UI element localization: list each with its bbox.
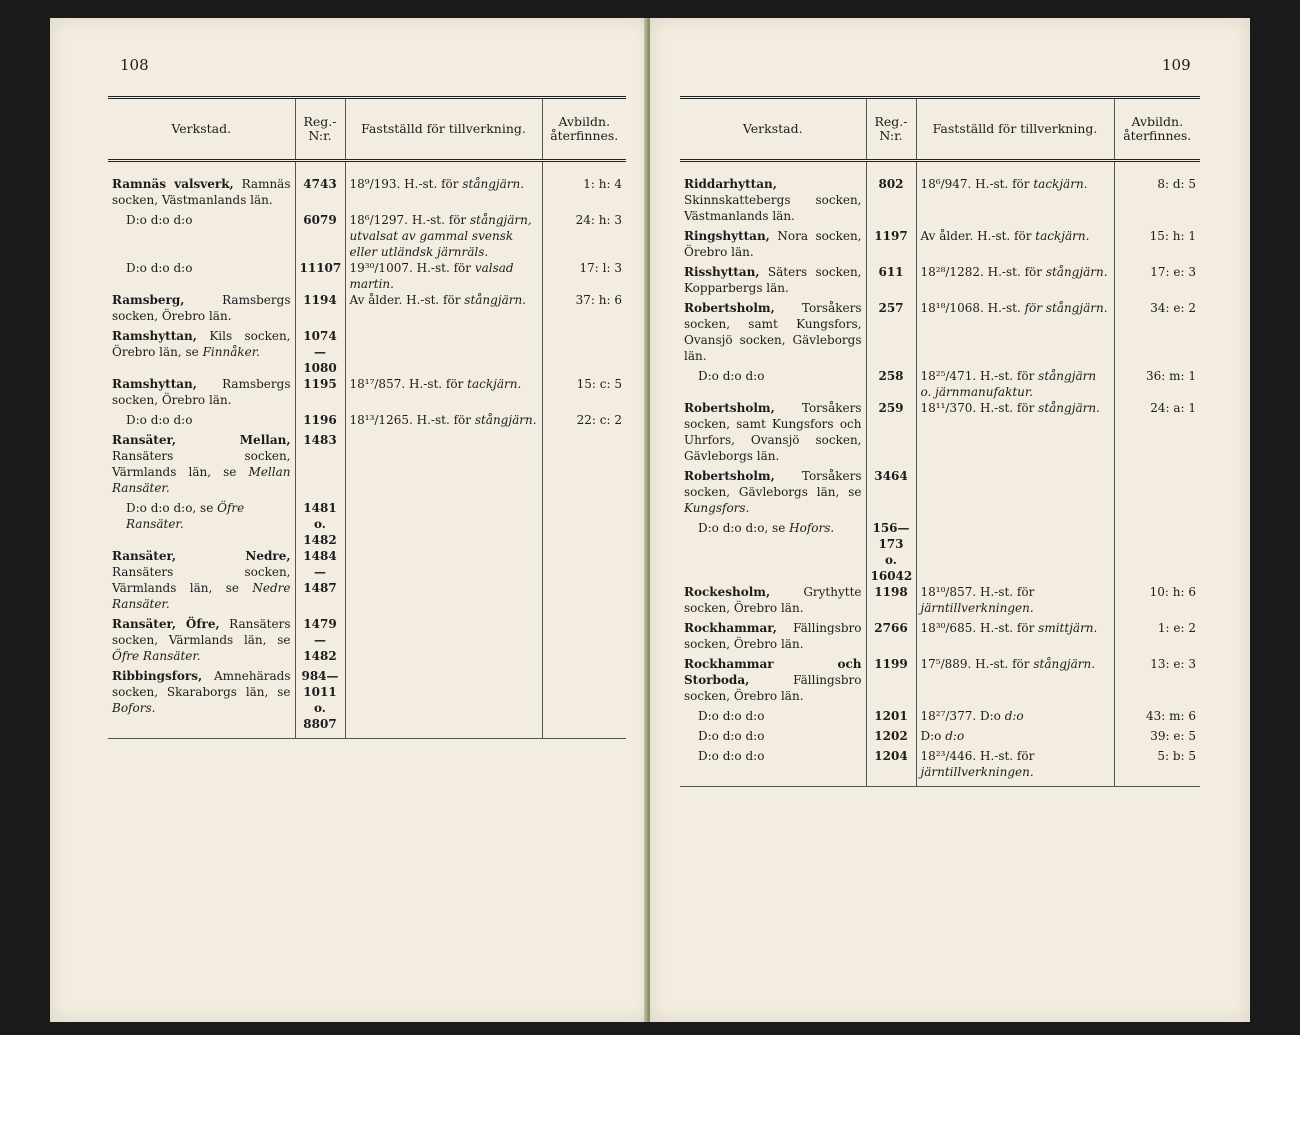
workshop-cell [108,260,295,292]
col-header-workshop: Verkstad. [108,98,295,161]
workshop-name: Ransäter, Nedre, [112,549,291,563]
reg-number: 1484— 1487 [295,548,345,616]
workshop-cell [108,292,295,328]
stamp-cell [916,400,1114,468]
table-row [108,616,626,668]
stamp-purpose: H.-st. för [979,369,1035,383]
figure-ref: 43: m: 6 [1114,708,1200,728]
workshop-name: Ribbingsfors, [112,669,203,683]
stamp-date: 18²³/446. [920,749,977,763]
workshop-location: Kils socken, Örebro län, se [112,329,291,359]
table-body-left [108,161,626,739]
workshop-cell [680,584,866,620]
figure-ref [542,328,626,376]
stamp-date: 18¹⁷/857. [349,377,406,391]
stamp-product: d:o [945,729,965,743]
reg-number: 1479— 1482 [295,616,345,668]
workshop-name: Ramshyttan, [112,329,197,343]
reg-number: 11107 [295,260,345,292]
workshop-location: Ramnäs socken, Västmanlands län. [112,177,291,207]
workshop-reference: Bofors. [112,701,156,715]
figure-ref [1114,468,1200,520]
reg-number: 1204 [866,748,916,787]
table-row [680,264,1200,300]
figure-ref: 24: h: 3 [542,212,626,260]
stamp-cell [345,376,542,412]
reg-number: 3464 [866,468,916,520]
stamp-purpose: H.-st. [987,301,1021,315]
workshop-name: Ramshyttan, [112,377,197,391]
workshop-cell [108,548,295,616]
stamp-cell [916,584,1114,620]
stamp-cell [345,292,542,328]
workshop-name: Robertsholm, [684,401,775,415]
stamp-date: 19³⁰/1007. [349,261,413,275]
stamp-purpose: H.-st. för [406,293,461,307]
workshop-location: Torsåkers socken, samt Kungsfors och Uhrfors, Ovansjö socken, Gävleborgs län. [684,401,862,463]
stamp-purpose: H.-st. för [411,213,467,227]
col-header-figure: Avbildn. återfinnes. [1114,98,1200,161]
stamp-product: stångjärn. [474,413,537,427]
stamp-cell [916,708,1114,728]
col-header-stamp: Fastställd för tillverkning. [345,98,542,161]
stamp-purpose: H.-st. för [977,229,1032,243]
stamp-date: 18¹³/1265. [349,413,413,427]
table-row [108,500,626,548]
workshop-location: D:o d:o d:o [698,709,765,723]
table-row [680,400,1200,468]
col-header-reg: Reg.- N:r. [866,98,916,161]
reg-number: 2766 [866,620,916,656]
workshop-cell [680,656,866,708]
table-row [108,668,626,739]
stamp-cell [916,228,1114,264]
reg-number: 1194 [295,292,345,328]
figure-ref [542,500,626,548]
figure-ref [542,432,626,500]
stamp-purpose: H.-st. för [979,749,1035,763]
stamp-purpose: H.-st. för [416,261,471,275]
table-row [680,368,1200,400]
figure-ref: 37: h: 6 [542,292,626,328]
stamp-purpose: H.-st. för [416,413,471,427]
reg-number: 259 [866,400,916,468]
reg-number: 1196 [295,412,345,432]
reg-number: 1074— 1080 [295,328,345,376]
workshop-location: Fällingsbro socken, Örebro län. [684,621,862,651]
stamp-cell [345,432,542,500]
stamp-date: 18⁹/193. [349,177,401,191]
workshop-reference: Öfre Ransäter. [112,649,201,663]
stamp-purpose: H.-st. för [979,621,1035,635]
reg-number: 984— 1011 o. 8807 [295,668,345,739]
table-row [108,292,626,328]
workshop-reference: Nedre Ransäter. [112,581,291,611]
stamp-cell [345,668,542,739]
workshop-cell [680,708,866,728]
workshop-location: Ransäters socken, Värmlands län, se [112,565,291,595]
workshop-location: D:o d:o d:o [126,213,193,227]
table-body-right [680,161,1200,787]
stamp-cell [916,728,1114,748]
workshop-reference: Finnåker. [202,345,260,359]
workshop-name: Ransäter, Öfre, [112,617,220,631]
figure-ref: 34: e: 2 [1114,300,1200,368]
reg-number: 1481 o. 1482 [295,500,345,548]
workshop-location: D:o d:o d:o [698,749,765,763]
workshop-cell [108,328,295,376]
workshop-cell [680,161,866,229]
table-row [680,468,1200,520]
workshop-reference: Kungsfors. [684,501,750,515]
workshop-name: Robertsholm, [684,301,775,315]
workshop-name: Rockhammar, [684,621,777,635]
reg-number: 257 [866,300,916,368]
stamp-cell [916,748,1114,787]
stamp-product: smittjärn. [1038,621,1098,635]
table-row [108,376,626,412]
workshop-location: Säters socken, Kopparbergs län. [684,265,862,295]
stamp-cell [916,468,1114,520]
stamp-cell [916,161,1114,229]
table-row [108,432,626,500]
stamp-cell [916,300,1114,368]
figure-ref: 15: c: 5 [542,376,626,412]
reg-number: 1195 [295,376,345,412]
stamp-cell [345,412,542,432]
table-row [108,328,626,376]
stamp-cell [916,520,1114,584]
stamp-cell [345,260,542,292]
workshop-name: Ramsberg, [112,293,185,307]
stamp-date: D:o [920,729,942,743]
figure-ref [542,548,626,616]
stamp-product: stångjärn o. järnmanufaktur. [920,369,1097,399]
workshop-reference: Mellan Ransäter. [112,465,291,495]
workshop-cell [108,412,295,432]
workshop-cell [680,468,866,520]
figure-ref: 22: c: 2 [542,412,626,432]
workshop-cell [680,748,866,787]
stamp-date: 18¹¹/370. [920,401,977,415]
stamp-product: stångjärn. [1038,401,1100,415]
figure-ref: 36: m: 1 [1114,368,1200,400]
stamp-purpose: H.-st. för [987,265,1042,279]
stamp-cell [345,548,542,616]
reg-number: 6079 [295,212,345,260]
workshop-location: Amnehärads socken, Skaraborgs län, se [112,669,291,699]
workshop-cell [680,368,866,400]
figure-ref: 13: e: 3 [1114,656,1200,708]
figure-ref: 10: h: 6 [1114,584,1200,620]
workshop-name: Risshyttan, [684,265,760,279]
stamp-product: d:o [1004,709,1024,723]
stamp-product: för stångjärn. [1024,301,1108,315]
stamp-product: stångjärn. [1033,657,1096,671]
workshop-location: Torsåkers socken, Gävleborgs län, se [684,469,862,499]
workshop-cell [108,500,295,548]
table-row [108,412,626,432]
reg-number: 1197 [866,228,916,264]
workshop-location: Torsåkers socken, samt Kungsfors, Ovansjö socken, Gävleborgs län. [684,301,862,363]
table-header-row [680,98,1200,161]
table-row [108,212,626,260]
table-row [680,620,1200,656]
reg-number: 611 [866,264,916,300]
stamp-purpose: H.-st. för [404,177,459,191]
workshop-cell [680,620,866,656]
workshop-cell [680,400,866,468]
left-page [50,18,650,1022]
stamp-cell [345,328,542,376]
stamp-product: tackjärn. [1033,177,1088,191]
stamp-product: stångjärn, utvalsat av gammal svensk eller utländsk järnräls. [349,213,532,259]
workshop-location: Ransäters socken, Värmlands län, se [112,617,291,647]
workshop-location: D:o d:o d:o, se [698,521,786,535]
table-row [680,584,1200,620]
workshop-location: D:o d:o d:o [126,261,193,275]
workshop-reference: Hofors. [789,521,835,535]
workshop-location: D:o d:o d:o [698,729,765,743]
workshop-cell [108,668,295,739]
stamp-purpose: H.-st. för [975,657,1030,671]
workshop-cell [680,520,866,584]
figure-ref: 1: e: 2 [1114,620,1200,656]
table-header-row [108,98,626,161]
workshop-location: D:o d:o d:o [698,369,765,383]
stamp-date: 18¹⁸/1068. [920,301,984,315]
workshop-location: D:o d:o d:o [126,413,193,427]
figure-ref: 39: e: 5 [1114,728,1200,748]
stamp-purpose: H.-st. för [408,377,464,391]
figure-ref: 17: l: 3 [542,260,626,292]
stamp-cell [916,620,1114,656]
figure-ref: 17: e: 3 [1114,264,1200,300]
workshop-name: Ramnäs valsverk, [112,177,234,191]
figure-ref [542,668,626,739]
reg-number: 258 [866,368,916,400]
stamp-date: Av ålder. [920,229,974,243]
workshop-name: Robertsholm, [684,469,775,483]
workshop-location: Nora socken, Örebro län. [684,229,862,259]
page-number-right: 109 [1162,56,1191,74]
workshop-name: Rockhammar och Storboda, [684,657,862,687]
reg-number: 802 [866,161,916,229]
stamp-purpose: H.-st. för [979,585,1035,599]
reg-number: 1202 [866,728,916,748]
table-row [680,728,1200,748]
col-header-figure: Avbildn. återfinnes. [542,98,626,161]
stamp-cell [916,656,1114,708]
workshop-cell [108,161,295,213]
stamp-date: 18³⁰/685. [920,621,977,635]
workshop-cell [108,616,295,668]
stamp-product: tackjärn. [1035,229,1090,243]
table-row [680,708,1200,728]
col-header-workshop: Verkstad. [680,98,866,161]
stamp-date: 18²⁵/471. [920,369,977,383]
table-row [108,161,626,213]
figure-ref: 24: a: 1 [1114,400,1200,468]
workshop-location: Ramsbergs socken, Örebro län. [112,293,291,323]
stamp-purpose: H.-st. för [975,177,1030,191]
reg-number: 4743 [295,161,345,213]
workshop-cell [680,300,866,368]
reg-number: 1483 [295,432,345,500]
figure-ref: 5: b: 5 [1114,748,1200,787]
stamp-date: 18²⁷/377. [920,709,977,723]
stamp-product: järntillverkningen. [920,601,1034,615]
workshop-name: Ringshyttan, [684,229,770,243]
stamp-cell [345,616,542,668]
stamp-cell [916,368,1114,400]
stamp-date: Av ålder. [349,293,403,307]
stamp-date: 18⁶/947. [920,177,972,191]
stamp-product: stångjärn. [464,293,526,307]
stamp-cell [345,212,542,260]
figure-ref [542,616,626,668]
stamp-cell [916,264,1114,300]
workshop-location: Skinnskattebergs socken, Västmanlands län. [684,193,862,223]
right-page [650,18,1250,1022]
stamp-date: 18⁶/1297. [349,213,408,227]
stamp-date: 18²⁸/1282. [920,265,984,279]
workshop-location: Grythytte socken, Örebro län. [684,585,862,615]
workshop-cell [108,432,295,500]
reg-number: 1199 [866,656,916,708]
workshop-reference: Öfre Ransäter. [126,501,245,531]
stamp-purpose: H.-st. för [979,401,1035,415]
stamp-cell [345,500,542,548]
table-row [680,748,1200,787]
workshop-cell [680,728,866,748]
stamp-product: tackjärn. [467,377,522,391]
stamp-product: valsad martin. [349,261,514,291]
table-row [108,260,626,292]
table-row [680,228,1200,264]
workshop-location: Ransäters socken, Värmlands län, se [112,449,291,479]
workshop-name: Riddarhyttan, [684,177,777,191]
register-table-left [108,96,626,739]
figure-ref [1114,520,1200,584]
table-row [680,161,1200,229]
workshop-location: Fällingsbro socken, Örebro län. [684,673,862,703]
stamp-product: stångjärn. [1045,265,1108,279]
stamp-cell [345,161,542,213]
stamp-date: 18¹⁰/857. [920,585,977,599]
register-table-right [680,96,1200,787]
workshop-name: Rockesholm, [684,585,771,599]
col-header-reg: Reg.- N:r. [295,98,345,161]
table-row [680,520,1200,584]
stamp-purpose: D:o [979,709,1001,723]
stamp-product: järntillverkningen. [920,765,1034,779]
figure-ref: 8: d: 5 [1114,161,1200,229]
workshop-name: Ransäter, Mellan, [112,433,291,447]
workshop-cell [108,376,295,412]
workshop-location: D:o d:o d:o, se [126,501,214,515]
workshop-cell [680,228,866,264]
stamp-date: 17⁵/889. [920,657,972,671]
col-header-stamp: Fastställd för tillverkning. [916,98,1114,161]
reg-number: 156— 173 o. 16042 [866,520,916,584]
workshop-cell [108,212,295,260]
figure-ref: 1: h: 4 [542,161,626,213]
table-row [680,300,1200,368]
table-row [680,656,1200,708]
page-number-left: 108 [120,56,149,74]
workshop-cell [680,264,866,300]
figure-ref: 15: h: 1 [1114,228,1200,264]
workshop-location: Ramsbergs socken, Örebro län. [112,377,291,407]
reg-number: 1198 [866,584,916,620]
stamp-product: stångjärn. [462,177,525,191]
reg-number: 1201 [866,708,916,728]
table-row [108,548,626,616]
